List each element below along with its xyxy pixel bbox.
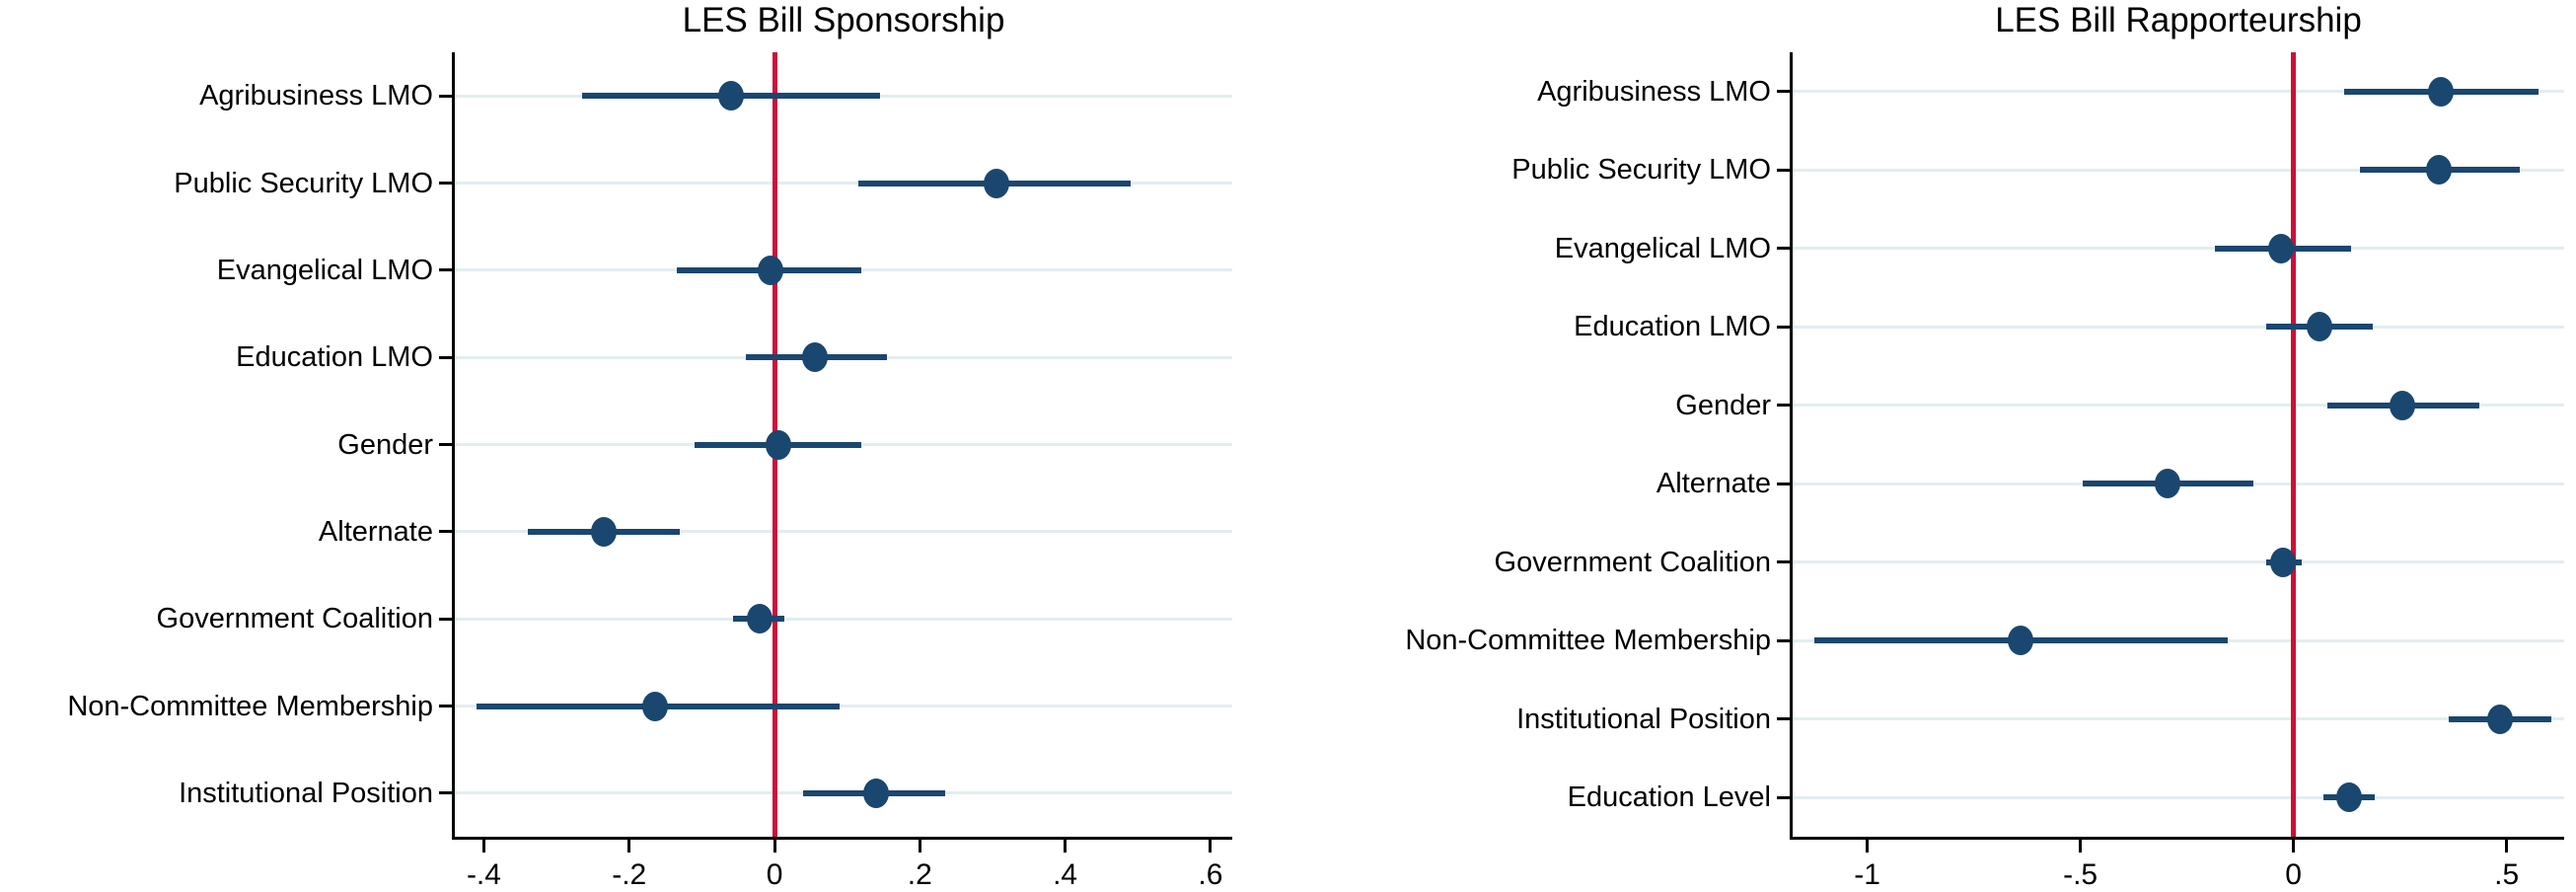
category-label: Public Security LMO [1511, 154, 1771, 186]
x-tick [1866, 840, 1869, 853]
x-tick-label: -.2 [612, 858, 647, 891]
category-tick [1777, 717, 1790, 720]
category-label: Gender [337, 428, 433, 461]
category-tick [1777, 90, 1790, 93]
category-label: Institutional Position [1516, 703, 1771, 735]
x-axis-line [1790, 837, 2564, 840]
x-tick [2292, 840, 2295, 853]
x-tick-label: .6 [1198, 858, 1223, 891]
point-estimate-marker [2428, 77, 2454, 107]
x-tick-label: -.5 [2063, 858, 2098, 891]
gridline [1793, 560, 2564, 563]
chart-title-rapporteurship: LES Bill Rapporteurship [1995, 1, 2362, 39]
x-tick-label: .2 [907, 858, 932, 891]
x-tick-label: .4 [1053, 858, 1078, 891]
point-estimate-marker [2336, 782, 2362, 812]
category-label: Agribusiness LMO [199, 80, 433, 112]
gridline [1793, 326, 2564, 329]
y-axis-line [1790, 52, 1793, 840]
chart-title-sponsorship: LES Bill Sponsorship [682, 1, 1005, 39]
x-tick-label: -.4 [466, 858, 501, 891]
category-label: Education LMO [236, 341, 433, 374]
gridline [1793, 247, 2564, 250]
point-estimate-marker [2426, 155, 2452, 185]
x-tick-label: -1 [1854, 858, 1880, 891]
category-label: Institutional Position [179, 777, 433, 809]
point-estimate-marker [2270, 548, 2296, 577]
category-tick [1777, 169, 1790, 172]
category-label: Alternate [318, 515, 433, 548]
x-tick-label: 0 [2285, 858, 2302, 891]
category-tick [1777, 483, 1790, 485]
category-tick [1777, 326, 1790, 329]
x-tick-label: 0 [766, 858, 783, 891]
category-tick [1777, 404, 1790, 407]
category-label: Government Coalition [1494, 546, 1771, 578]
category-label: Government Coalition [156, 603, 433, 635]
category-tick [1777, 639, 1790, 642]
category-label: Alternate [1656, 468, 1771, 500]
zero-reference-line [2291, 52, 2296, 837]
point-estimate-marker [2155, 469, 2180, 498]
category-tick [1777, 247, 1790, 250]
point-estimate-marker [2307, 312, 2332, 341]
gridline [1793, 796, 2564, 799]
x-tick [2079, 840, 2082, 853]
x-tick-label: .5 [2494, 858, 2520, 891]
category-label: Non-Committee Membership [67, 690, 433, 722]
category-tick [1777, 560, 1790, 563]
point-estimate-marker [2268, 234, 2294, 263]
category-label: Public Security LMO [174, 167, 433, 199]
category-label: Gender [1675, 389, 1771, 421]
point-estimate-marker [2390, 391, 2415, 420]
category-label: Non-Committee Membership [1405, 625, 1771, 657]
category-label: Evangelical LMO [216, 254, 433, 286]
point-estimate-marker [2487, 705, 2513, 734]
category-label: Education Level [1567, 781, 1771, 814]
category-label: Evangelical LMO [1554, 232, 1771, 264]
point-estimate-marker [2008, 626, 2033, 655]
category-label: Agribusiness LMO [1537, 75, 1771, 108]
x-tick [2505, 840, 2508, 853]
category-tick [1777, 796, 1790, 799]
category-label: Education LMO [1574, 311, 1771, 343]
